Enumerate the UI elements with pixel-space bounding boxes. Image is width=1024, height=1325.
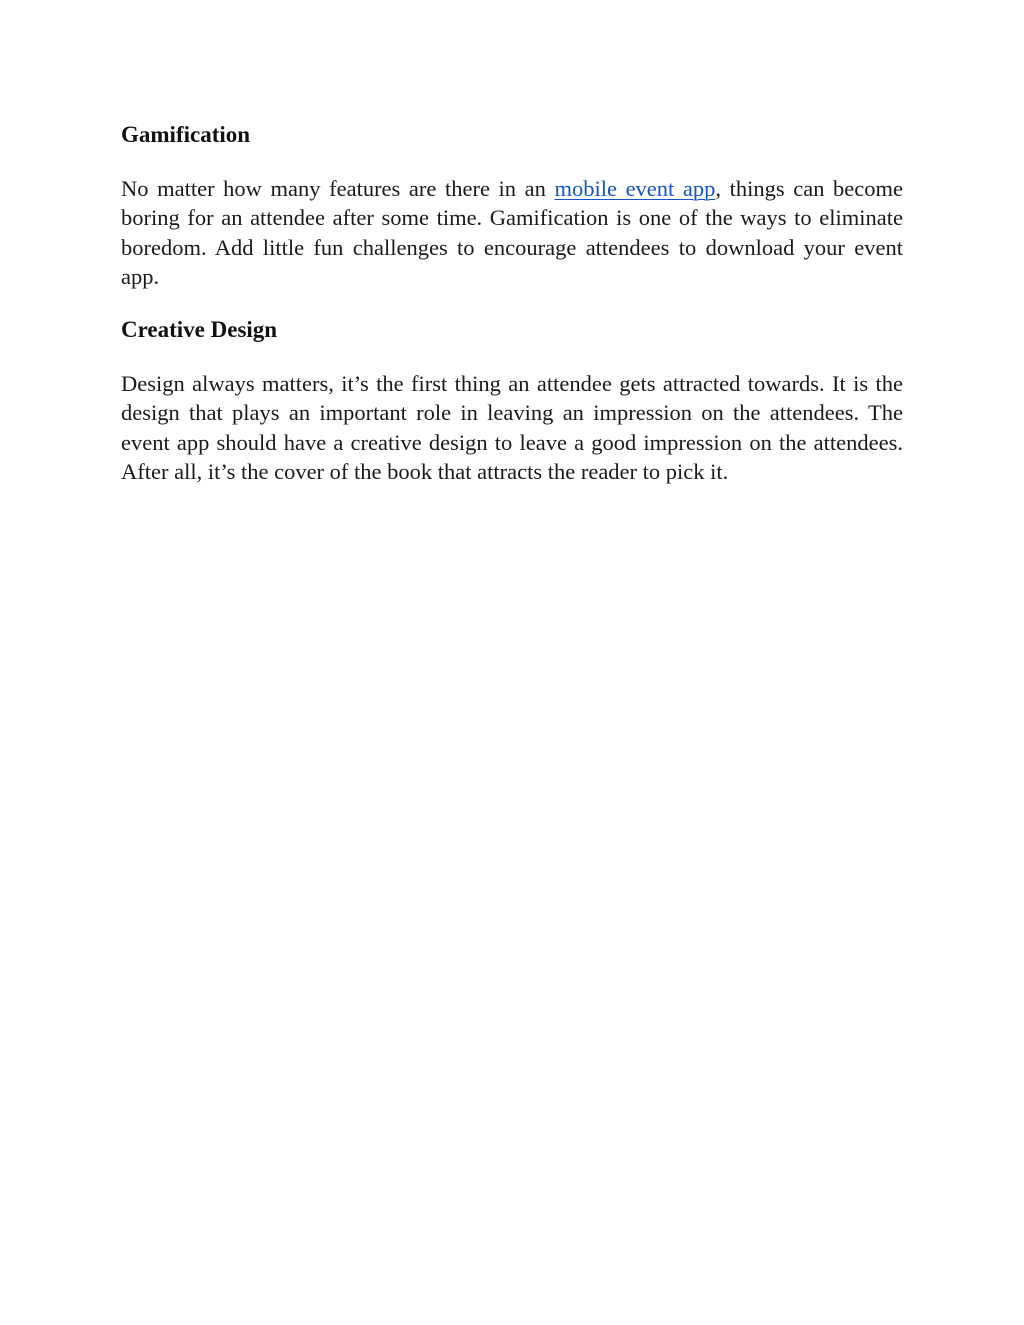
mobile-event-app-link[interactable]: mobile event app	[554, 176, 716, 201]
paragraph-text-after-link: , things can become boring for an attendee after some time. Gamification is one of the ways to eliminate boredom. Add little fun challenges to encourage attendees to download your event app.	[121, 176, 904, 289]
paragraph-creative-design: Design always matters, it’s the first thing an attendee gets attracted towards. It is the design that plays an important role in leaving an impression on the attendees. The event app should have a creative design to leave a good impression on the attendees. After all, it’s the cover of the book that attracts the reader to pick it.	[121, 371, 903, 485]
spacer	[121, 291, 903, 315]
spacer	[121, 345, 903, 369]
paragraph-text-before-link: No matter how many features are there in an	[121, 176, 555, 201]
section-heading-creative-design: Creative Design	[121, 317, 278, 343]
spacer	[121, 150, 903, 174]
section-heading-gamification: Gamification	[121, 122, 251, 147]
paragraph-gamification	[121, 174, 903, 291]
document-page	[121, 120, 903, 486]
